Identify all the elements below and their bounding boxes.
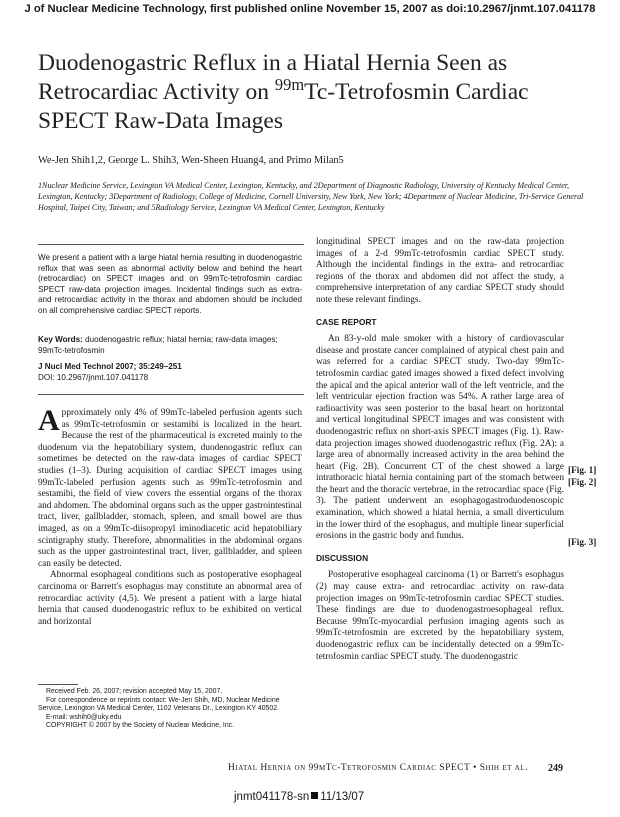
- footnote-copyright: COPYRIGHT © 2007 by the Society of Nuclear Medicine, Inc.: [46, 722, 235, 730]
- title-part: Tc-Tetrofosmin Cardiac SPECT Raw-Data Images: [38, 79, 529, 134]
- footnote-email: E-mail: wshih0@uky.edu: [46, 713, 122, 721]
- affiliations: 1Nuclear Medicine Service, Lexington VA Medical Center, Lexington, Kentucky, and 2Department of Diagnostic Radiology, University of Kentucky Medical Center, Lexington, Kentucky; 3Department of Radiology, College of Medicine, Cornell University, New York, New York; 4Department of Nuclear Medicine, Tri-Service General Hospital, Taipei City, Taiwan; and 5Radiology Service, Lexington VA Medical Center, Lexington, Kentucky: [38, 181, 584, 213]
- running-head: [228, 763, 528, 773]
- drop-cap: A: [38, 404, 60, 437]
- title-part: Duodenogastric Reflux in a Hiatal Hernia Seen as Retrocardiac Activity on: [38, 50, 508, 105]
- fig-ref-2[interactable]: [Fig. 2]: [568, 478, 597, 488]
- doi: DOI: 10.2967/jnmt.107.041178: [38, 372, 149, 382]
- page-number: 249: [548, 763, 563, 774]
- keywords: [38, 335, 302, 356]
- square-icon: [311, 792, 318, 799]
- print-footer: [234, 791, 364, 803]
- footer-date: 11/13/07: [320, 791, 365, 803]
- intro-text-1: pproximately only 4% of 99mTc-labeled perfusion agents such as 99mTc-tetrofosmin or sestamibi is localized in the heart. Because the rest of the pharmaceutical is excreted mainly to the duodenum via the hepatobiliary system, duodenogastric reflux can sometimes be detected on the raw-data images of cardiac SPECT studies (1–3). During acquisition of cardiac SPECT images using 99mTc-labeled perfusion agents such as 99mTc-tetrofosmin and sestamibi, the field of view covers the essential organs of the thorax and abdomen. The abdominal organs such as the upper gastrointestinal tract, liver, gallbladder, stomach, spleen, and small bowel are thus imaged, as on a 99mTc-diisopropyl iminodiacetic acid hepatobiliary scintigraphy study. Therefore, abnormalities in the abdominal organs such as the upper gastrointestinal tract, liver, gallbladder, and spleen can easily be detected.: [38, 408, 302, 569]
- journal-banner: J of Nuclear Medicine Technology, first published online November 15, 2007 as doi:10.2967/jnmt.107.041178: [24, 3, 596, 15]
- intro-continued: longitudinal SPECT images and on the raw-data projection images of a 2-d 99mTc-tetrofosmin cardiac SPECT study. Although the incidental findings in the extra- and retrocardiac regions of the thorax and abdomen did not affect the study, a comprehensive interpretation of any cardiac SPECT study should note these relevant findings.: [316, 237, 564, 305]
- citation-block: [38, 362, 302, 383]
- intro-paragraph-2: Abnormal esophageal conditions such as postoperative esophageal carcinoma or Barrett's esophagus may constitute an abnormal area of retrocardiac activity (4,5). We present a patient with a large hiatal hernia that caused duodenogastric reflux to be exhibited on vertical and horizontal: [38, 570, 302, 627]
- abstract-top-rule: [38, 244, 304, 245]
- discussion-heading: DISCUSSION: [316, 552, 369, 563]
- footnote-received: Received Feb. 26, 2007; revision accepted May 15, 2007.: [46, 688, 223, 695]
- footnotes: [38, 688, 304, 731]
- keywords-text: duodenogastric reflux; hiatal hernia; raw-data images; 99mTc-tetrofosmin: [38, 335, 278, 355]
- keywords-label: Key Words:: [38, 335, 83, 344]
- right-column: [316, 237, 564, 663]
- title-superscript: 99m: [274, 75, 305, 95]
- left-column: [38, 404, 302, 628]
- fig-ref-1[interactable]: [Fig. 1]: [568, 466, 597, 476]
- case-report-heading: CASE REPORT: [316, 316, 377, 327]
- footnote-correspondence: For correspondence or reprints contact: We-Jen Shih, MD, Nuclear Medicine Service, Lexington VA Medical Center, 1102 Veterans Dr., Lexington KY 40502.: [38, 696, 280, 713]
- fig-ref-3[interactable]: [Fig. 3]: [568, 538, 597, 548]
- case-report-text: An 83-y-old male smoker with a history of cardiovascular disease and prostate cancer complained of atypical chest pain and was referred for a cardiac SPECT study. Two-day 99mTc-tetrofosmin cardiac gated images showed a fixed defect involving the apical and the apical anterior wall of the left ventricle, and the left ventricular ejection fraction was 54%. A rather large area of radioactivity was seen posterior to the basal heart on horizontal and vertical longitudinal SPECT images and was consistent with duodenogastric reflux on short-axis SPECT images (Fig. 1). Raw-data projection images showed duodenogastric reflux (Fig. 2A): a large area of abnormally increased activity in the area behind the heart (Fig. 2B). Concurrent CT of the chest showed a large intrathoracic hiatal hernia containing part of the stomach between the heart and the thoracic vertebrae, in the retrocardiac space (Fig. 3). The patient underwent an esophagogastroduodenoscopic examination, which showed a hiatal hernia, a small diverticulum in the lower third of the esophagus, and multiple linear superficial erosions in the gastric body and fundus.: [316, 334, 564, 542]
- footer-id: jnmt041178-sn: [234, 791, 310, 803]
- abstract: [38, 253, 302, 316]
- citation: J Nucl Med Technol 2007; 35:249–251: [38, 362, 182, 371]
- intro-paragraph-1: [38, 404, 302, 570]
- abstract-text: We present a patient with a large hiatal hernia resulting in duodenogastric reflux that was seen as abnormal activity below and behind the heart (retrocardiac) on SPECT images and on 99mTc-tetrofosmin cardiac SPECT raw-data projection images. Incidental findings such as extra- and retrocardiac activity in the thorax and abdomen should be included on all comprehensive cardiac SPECT reports.: [38, 253, 302, 315]
- article-title: [38, 49, 558, 136]
- footnote-rule: [38, 684, 78, 685]
- author-list: We-Jen Shih1,2, George L. Shih3, Wen-Sheen Huang4, and Primo Milan5: [38, 155, 344, 166]
- running-head-text: Hiatal Hernia on 99mTc-Tetrofosmin Cardiac SPECT • Shih et al.: [228, 763, 528, 773]
- discussion-text: Postoperative esophageal carcinoma (1) or Barrett's esophagus (2) may cause extra- and retrocardiac activity on raw-data projection images on 99mTc-tetrofosmin cardiac SPECT studies. These findings are due to duodenogastroesophageal reflux. Because 99mTc-myocardial perfusion imaging agents such as 99mTc-tetrofosmin are excreted by the hepatobiliary system, duodenogastric reflux can be incidentally detected on a 99mTc-tetrofosmin cardiac SPECT study. The duodenogastric: [316, 570, 564, 662]
- abstract-bottom-rule: [38, 394, 304, 395]
